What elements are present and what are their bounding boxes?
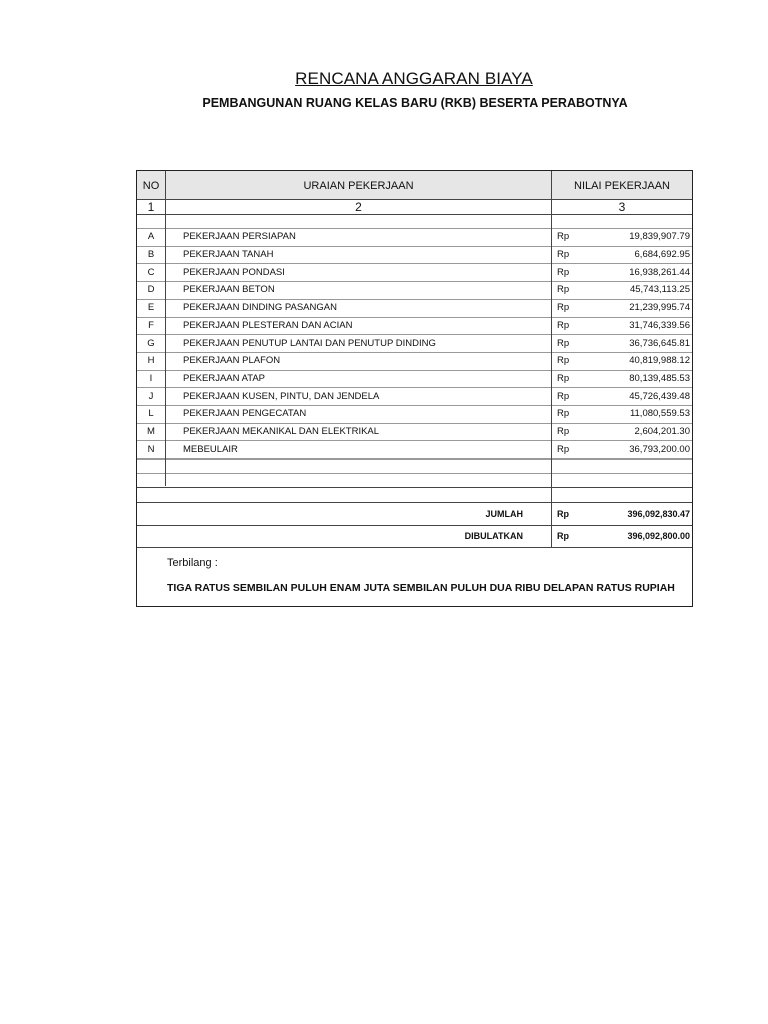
row-description: PEKERJAAN TANAH [183,249,274,261]
row-currency: Rp [557,284,570,296]
row-currency: Rp [557,372,570,384]
row-amount: 2,604,201.30 [634,426,690,438]
row-amount: 80,139,485.53 [629,372,690,384]
row-currency: Rp [557,337,570,349]
row-currency: Rp [557,319,570,331]
row-no: J [148,390,154,402]
terbilang-text: TIGA RATUS SEMBILAN PULUH ENAM JUTA SEMBILAN PULUH DUA RIBU DELAPAN RATUS RUPIAH [167,582,675,594]
row-no: M [147,426,155,438]
row-no: G [147,337,155,349]
header-uraian: URAIAN PEKERJAAN [303,179,414,192]
row-currency: Rp [557,249,570,261]
row-no: H [147,355,155,367]
table-row [137,263,692,281]
row-description: PEKERJAAN PERSIAPAN [183,231,296,243]
document-subtitle: PEMBANGUNAN RUANG KELAS BARU (RKB) BESERTA PERABOTNYA [202,96,628,110]
row-description: PEKERJAAN ATAP [183,372,266,384]
row-description: PEKERJAAN PLESTERAN DAN ACIAN [183,319,353,331]
table-row [137,352,692,370]
terbilang-label: Terbilang : [167,557,218,569]
table-row [137,317,692,335]
row-amount: 6,684,692.95 [634,249,690,261]
dibulatkan-row [137,525,692,547]
header-nilai: NILAI PEKERJAAN [574,179,670,192]
row-currency: Rp [557,426,570,438]
table-row [137,246,692,264]
dibulatkan-value: 396,092,800.00 [627,531,690,541]
row-no: I [149,372,153,384]
row-description: MEBEULAIR [183,443,238,455]
row-no: L [148,408,154,420]
budget-table [136,170,693,607]
row-amount: 21,239,995.74 [629,302,690,314]
row-currency: Rp [557,408,570,420]
row-description: PEKERJAAN PONDASI [183,266,285,278]
table-row [137,440,692,458]
dibulatkan-label: DIBULATKAN [464,531,523,541]
row-description: PEKERJAAN PLAFON [183,355,281,367]
row-amount: 40,819,988.12 [629,355,690,367]
row-description: PEKERJAAN PENGECATAN [183,408,307,420]
row-amount: 19,839,907.79 [629,231,690,243]
table-row [137,405,692,423]
row-currency: Rp [557,355,570,367]
header-row [137,171,692,200]
jumlah-row [137,502,692,525]
row-description: PEKERJAAN DINDING PASANGAN [183,302,337,314]
row-no: E [147,302,155,314]
row-amount: 11,080,559.53 [629,408,690,420]
row-currency: Rp [557,443,570,455]
column-number-1: 1 [147,200,155,214]
header-no: NO [142,179,160,192]
table-row [137,387,692,405]
jumlah-label: JUMLAH [485,508,523,519]
column-number-3: 3 [618,200,626,214]
row-no: F [148,319,154,331]
row-description: PEKERJAAN KUSEN, PINTU, DAN JENDELA [183,390,380,402]
row-no: C [147,266,155,278]
row-amount: 31,746,339.56 [629,319,690,331]
row-description: PEKERJAAN PENUTUP LANTAI DAN PENUTUP DINDING [183,337,436,349]
row-amount: 36,736,645.81 [629,337,690,349]
row-currency: Rp [557,302,570,314]
column-number-row [137,200,692,214]
row-no: A [147,231,155,243]
row-currency: Rp [557,266,570,278]
row-amount: 36,793,200.00 [629,443,690,455]
jumlah-currency: Rp [557,508,569,519]
table-row [137,281,692,299]
jumlah-value: 396,092,830.47 [627,508,690,519]
table-row [137,334,692,352]
table-row [137,370,692,388]
row-amount: 16,938,261.44 [629,266,690,278]
row-currency: Rp [557,231,570,243]
row-amount: 45,743,113.25 [629,284,690,296]
row-description: PEKERJAAN BETON [183,284,275,296]
row-no: B [147,249,155,261]
dibulatkan-currency: Rp [557,531,569,541]
row-no: D [147,284,155,296]
row-description: PEKERJAAN MEKANIKAL DAN ELEKTRIKAL [183,426,380,438]
document-title: RENCANA ANGGARAN BIAYA [295,69,533,88]
row-currency: Rp [557,390,570,402]
column-number-2: 2 [355,200,362,214]
table-row [137,423,692,441]
table-row [137,228,692,246]
row-no: N [147,443,155,455]
row-amount: 45,726,439.48 [629,390,690,402]
table-row [137,299,692,317]
